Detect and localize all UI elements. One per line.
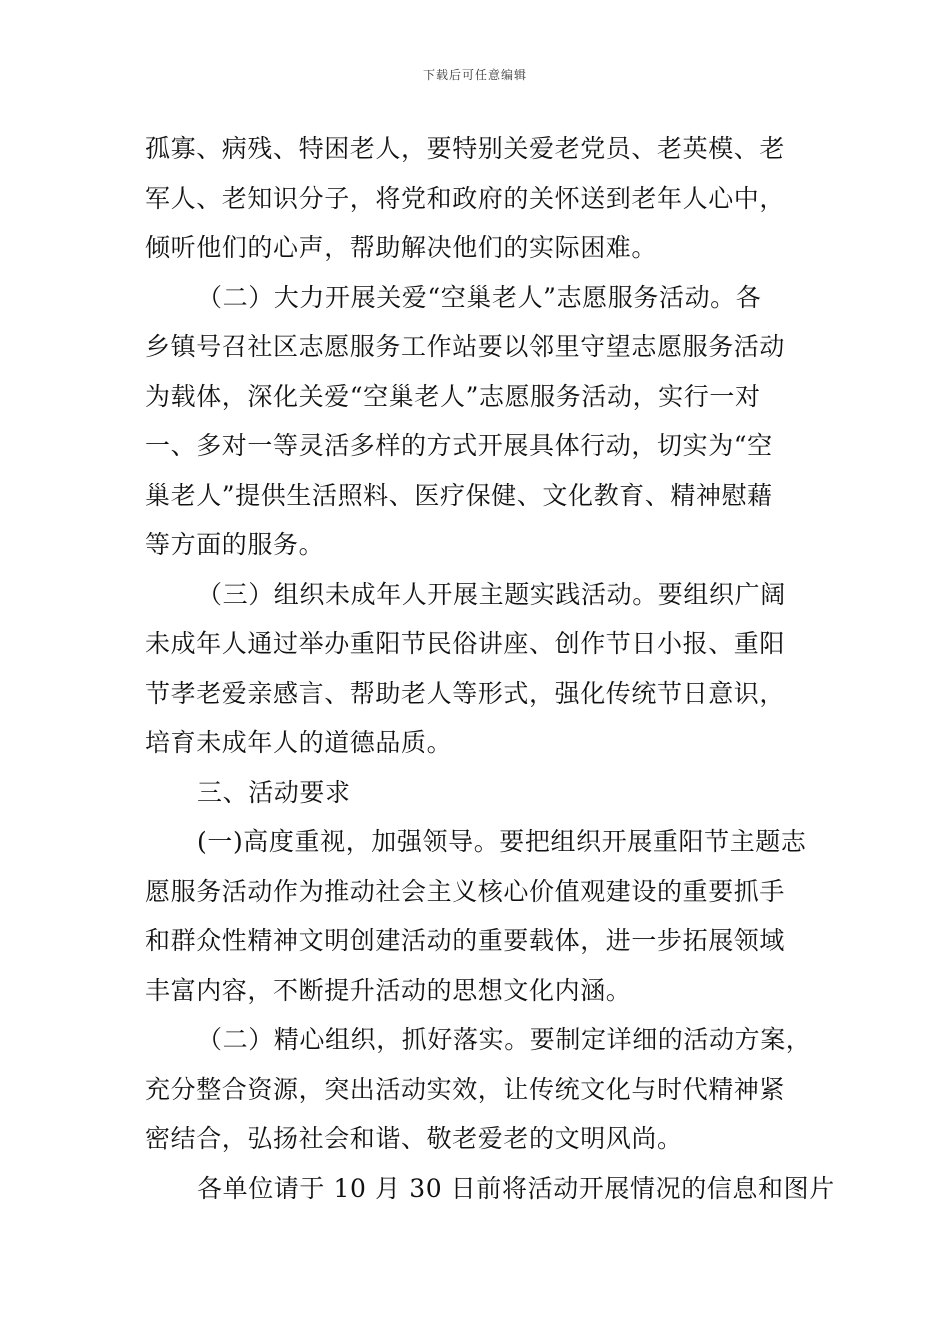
text-line: 为载体，深化关爱“空巢老人”志愿服务活动，实行一对 [145,381,761,411]
text-line: 充分整合资源，突出活动实效，让传统文化与时代精神紧 [145,1074,786,1104]
section-heading: 三、活动要求 [197,777,351,807]
text-line: 乡镇号召社区志愿服务工作站要以邻里守望志愿服务活动 [145,332,786,361]
text-line: 愿服务活动作为推动社会主义核心价值观建设的重要抓手 [145,876,786,906]
text-line: 丰富内容，不断提升活动的思想文化内涵。 [145,975,632,1005]
text-line: 各单位请于 10 月 30 日前将活动开展情况的信息和图片 [197,1173,835,1203]
text-line: 和群众性精神文明创建活动的重要载体，进一步拓展领域 [145,926,786,955]
text-line: 军人、老知识分子，将党和政府的关怀送到老年人心中， [145,183,786,213]
text-line: 未成年人通过举办重阳节民俗讲座、创作节日小报、重阳 [145,629,786,658]
text-line: 巢老人”提供生活照料、医疗保健、文化教育、精神慰藉 [145,480,773,510]
paragraph-heading: （三）组织未成年人开展主题实践活动。要组织广阔 [197,579,786,609]
text-line: 密结合，弘扬社会和谐、敬老爱老的文明风尚。 [145,1124,683,1153]
page-header: 下载后可任意编辑 [422,68,527,82]
text-line: 培育未成年人的道德品质。 [145,728,453,757]
text-line: 节孝老爱亲感言、帮助老人等形式，强化传统节日意识， [145,678,786,708]
text-line: 孤寡、病残、特困老人，要特别关爱老党员、老英模、老 [145,134,786,163]
text-line: 一、多对一等灵活多样的方式开展具体行动，切实为“空 [145,431,773,460]
paragraph-heading: (一)高度重视，加强领导。要把组织开展重阳节主题志 [197,827,807,856]
paragraph-heading: （二）精心组织，抓好落实。要制定详细的活动方案， [197,1025,812,1054]
text-line: 等方面的服务。 [145,530,325,559]
text-line: 倾听他们的心声，帮助解决他们的实际困难。 [145,233,658,262]
paragraph-heading: （二）大力开展关爱“空巢老人”志愿服务活动。各 [197,282,762,312]
document-body [145,124,835,1213]
